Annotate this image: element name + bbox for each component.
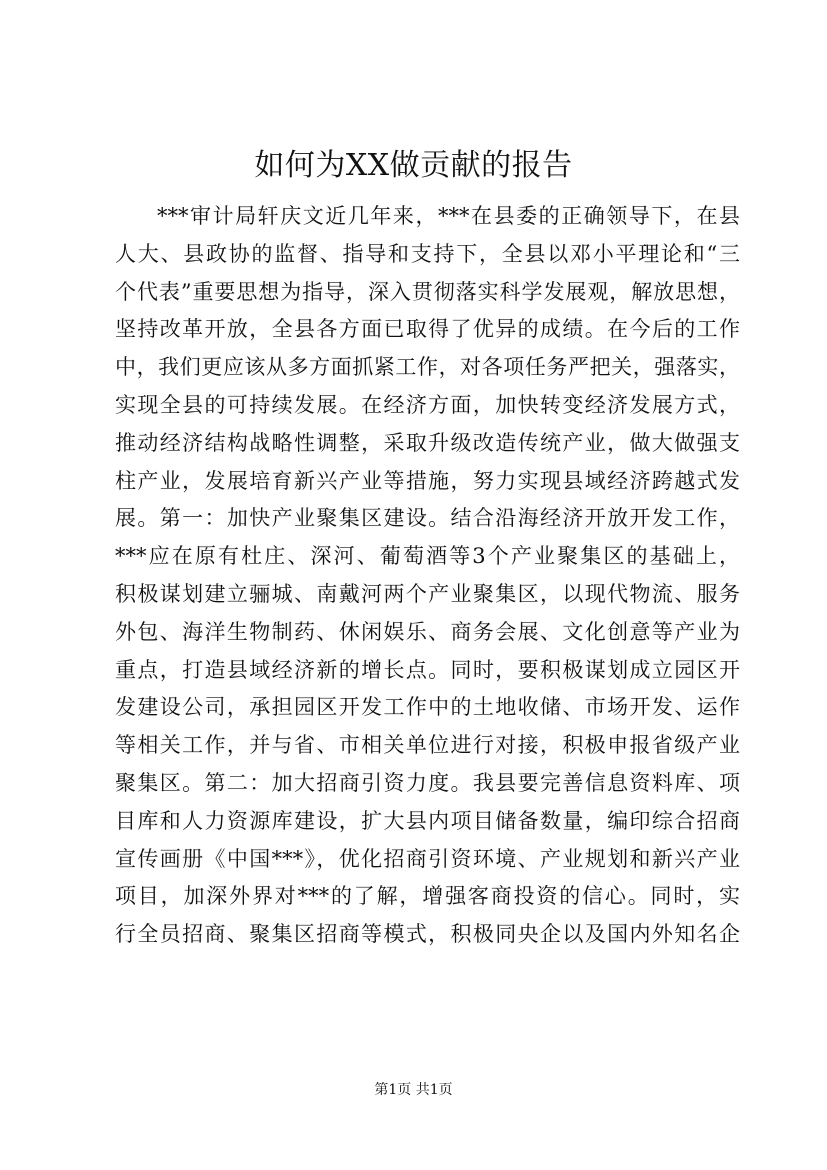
body-line: 中，我们更应该从多方面抓紧工作，对各项任务严把关，强落实， <box>115 355 740 380</box>
page-footer: 第1页 共1页 <box>374 1082 453 1098</box>
body-line: 目库和人力资源库建设，扩大县内项目储备数量，编印综合招商 <box>115 808 740 833</box>
body-line: 聚集区。第二：加大招商引资力度。我县要完善信息资料库、项 <box>115 770 740 795</box>
body-line: 积极谋划建立骊城、南戴河两个产业聚集区，以现代物流、服务 <box>115 581 740 606</box>
body-line: ***审计局轩庆文近几年来，***在县委的正确领导下，在县 <box>157 204 740 228</box>
body-line: ***应在原有杜庄、深河、葡萄酒等3个产业聚集区的基础上， <box>115 544 740 569</box>
body-line: 发建设公司，承担园区开发工作中的土地收储、市场开发、运作 <box>115 695 740 720</box>
body-line: 实现全县的可持续发展。在经济方面，加快转变经济发展方式， <box>115 392 740 417</box>
document-title: 如何为XX做贡献的报告 <box>254 148 573 183</box>
body-line: 个代表”重要思想为指导，深入贯彻落实科学发展观，解放思想， <box>115 279 740 304</box>
body-line: 等相关工作，并与省、市相关单位进行对接，积极申报省级产业 <box>115 733 740 758</box>
body-line: 坚持改革开放，全县各方面已取得了优异的成绩。在今后的工作 <box>115 317 740 342</box>
body-line: 外包、海洋生物制药、休闲娱乐、商务会展、文化创意等产业为 <box>115 619 740 644</box>
body-line: 人大、县政协的监督、指导和支持下，全县以邓小平理论和“三 <box>115 241 740 266</box>
body-line: 展。第一：加快产业聚集区建设。结合沿海经济开放开发工作， <box>115 506 740 531</box>
body-line: 柱产业，发展培育新兴产业等措施，努力实现县域经济跨越式发 <box>115 468 740 493</box>
body-line: 重点，打造县域经济新的增长点。同时，要积极谋划成立园区开 <box>115 657 740 682</box>
body-line: 行全员招商、聚集区招商等模式，积极同央企以及国内外知名企 <box>115 922 740 947</box>
body-line: 项目，加深外界对***的了解，增强客商投资的信心。同时，实 <box>115 884 740 909</box>
document-body <box>115 198 740 954</box>
body-line: 宣传画册《中国***》，优化招商引资环境、产业规划和新兴产业 <box>115 846 740 871</box>
body-line: 推动经济结构战略性调整，采取升级改造传统产业，做大做强支 <box>115 430 740 455</box>
